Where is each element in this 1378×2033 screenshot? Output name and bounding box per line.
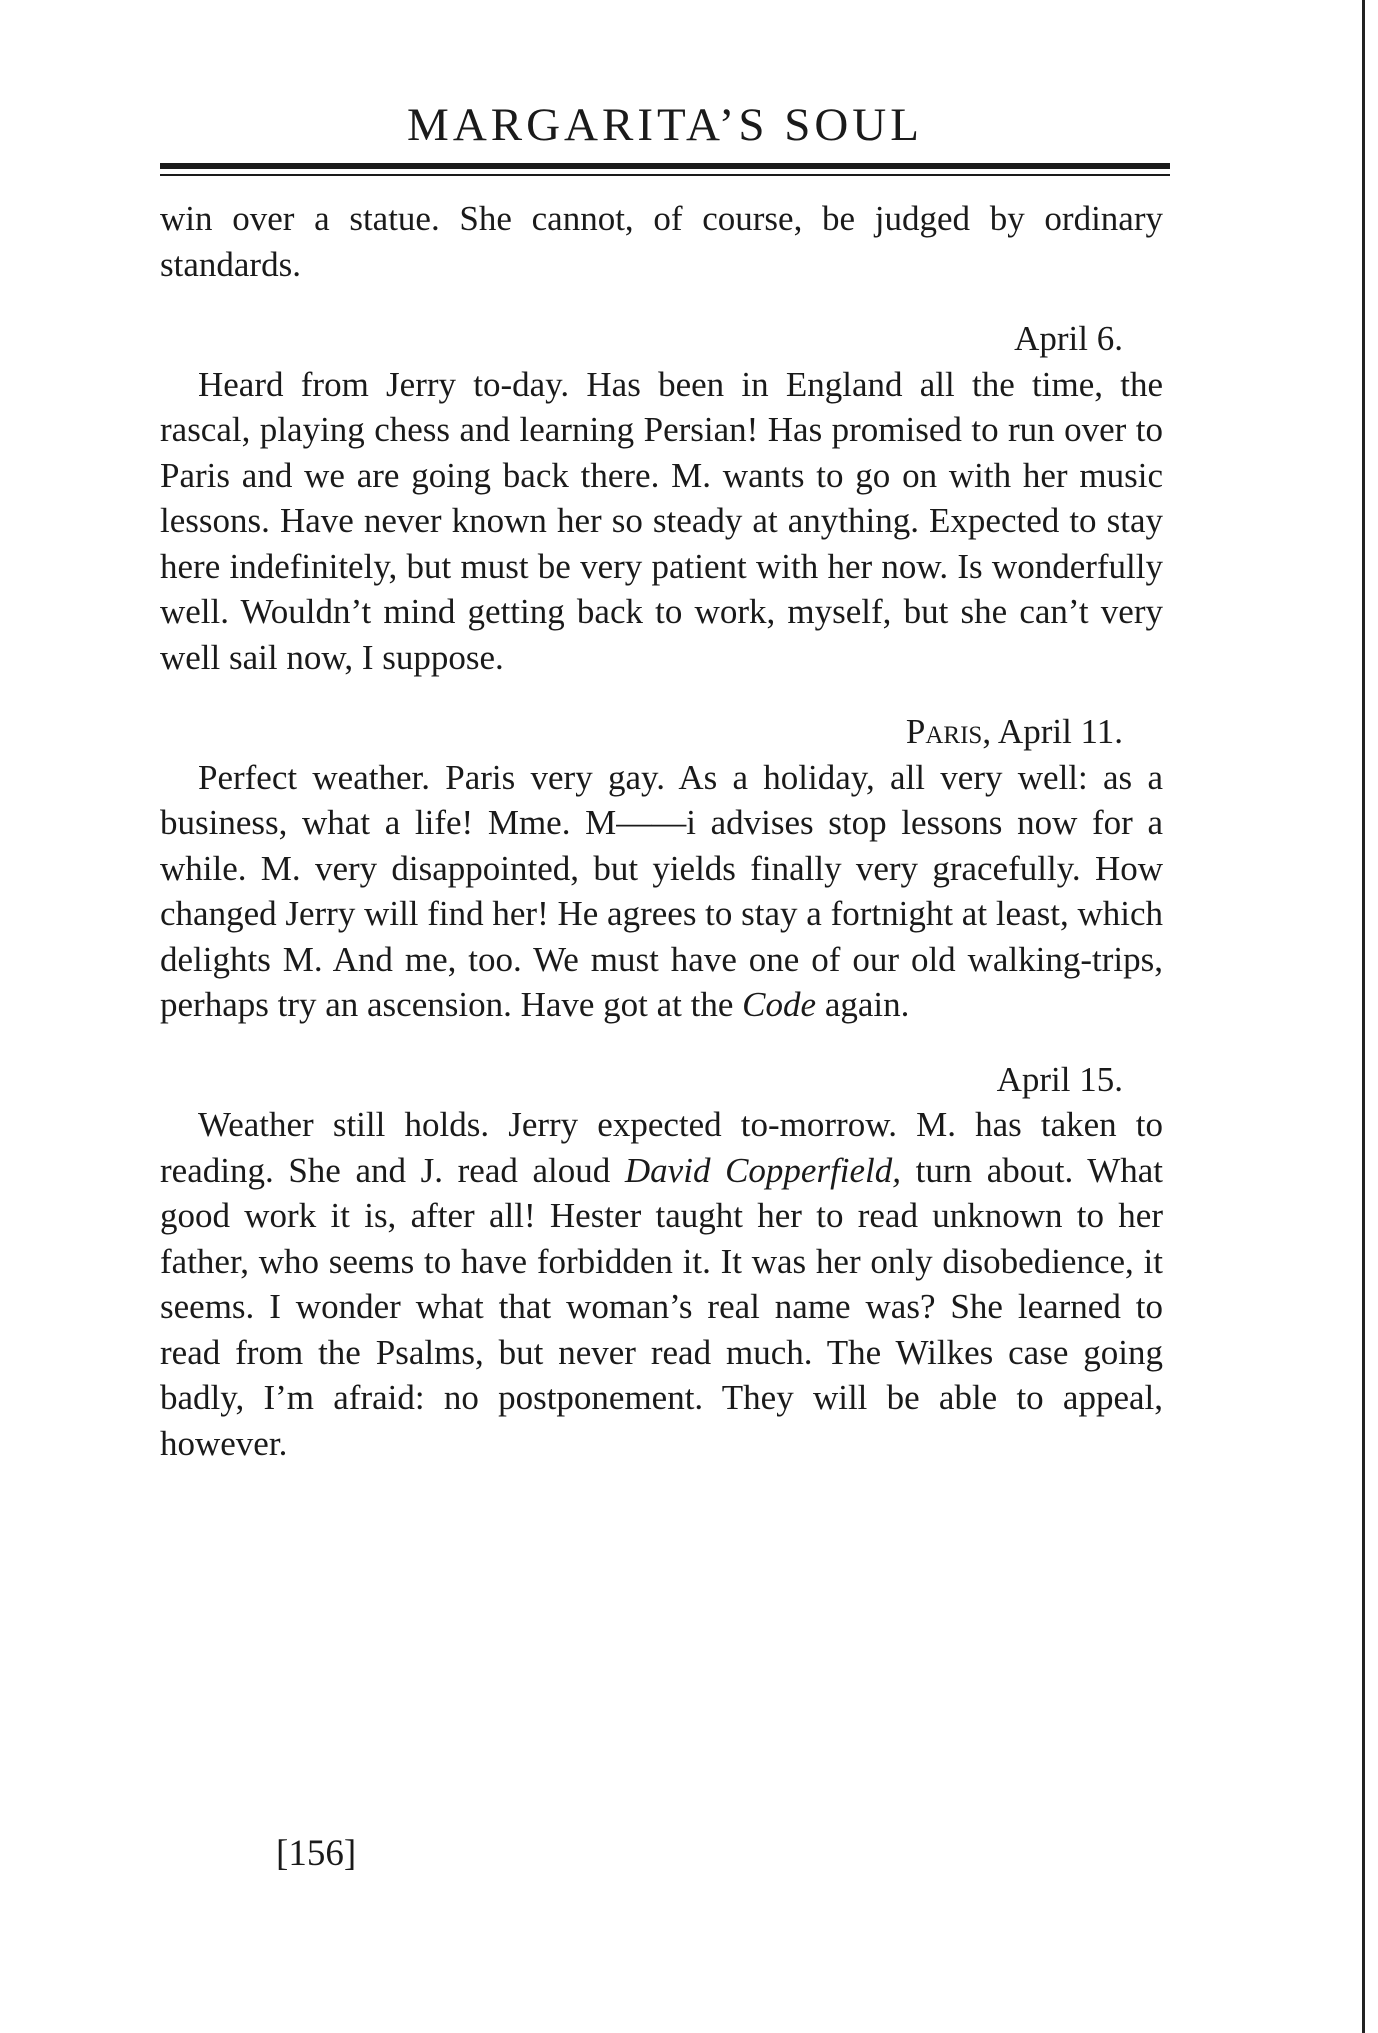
- header-rule-thick: [160, 163, 1170, 169]
- page-number: [156]: [276, 1833, 357, 1874]
- dateline-place: Paris: [905, 712, 983, 751]
- entry-paragraph-april-15: [160, 1102, 1163, 1466]
- dateline-date: , April 11.: [982, 712, 1123, 751]
- entry-text-start: Weather still holds. Jerry expected to-morrow. M. has taken to reading. She and J. read aloud: [160, 1105, 1163, 1190]
- italic-code: Code: [742, 985, 817, 1024]
- running-head: MARGARITA’S SOUL: [407, 99, 923, 151]
- italic-book-title: David Copperfield,: [624, 1150, 902, 1190]
- entry-text: Perfect weather. Paris very gay. As a holiday, all very well: as a business, what a life! Mme. M——i advises stop lessons now for a while. M. very disappointed, but yields finally very gracefully. How changed Jerry will find her! He agrees to stay a fortnight at least, which delights M. And me, too. We must have one of our old walking-trips, perhaps try an ascension. Have got at the: [160, 757, 1163, 1024]
- body-text: [160, 196, 1163, 1466]
- entry-paragraph-april-11: [160, 755, 1163, 1028]
- dateline-april-11: [160, 709, 1163, 755]
- paragraph-continuation: win over a statue. She cannot, of course, be judged by ordinary standards.: [160, 199, 1163, 284]
- entry-paragraph-april-6: Heard from Jerry to-day. Has been in England all the time, the rascal, playing chess and learning Persian! Has promised to run over to Paris and we are going back there. M. wants to go on with her music lessons. Have never known her so steady at anything. Expected to stay here indefinitely, but must be very patient with her now. Is wonderfully well. Wouldn’t mind getting back to work, myself, but she can’t very well sail now, I suppose.: [160, 364, 1163, 677]
- dateline-april-15: April 15.: [996, 1059, 1123, 1099]
- entry-text-rest: turn about. What good work it is, after all! Hester taught her to read unknown to her father, who seems to have forbidden it. It was her only disobedience, it seems. I wonder what that woman’s real name was? She learned to read from the Psalms, but never read much. The Wilkes case going badly, I’m afraid: no postponement. They will be able to appeal, however.: [160, 1150, 1163, 1463]
- header-rule-thin: [160, 174, 1170, 176]
- entry-text-end: again.: [816, 985, 910, 1024]
- dateline-april-6: April 6.: [1014, 319, 1123, 358]
- page-edge-line: [1362, 0, 1365, 2033]
